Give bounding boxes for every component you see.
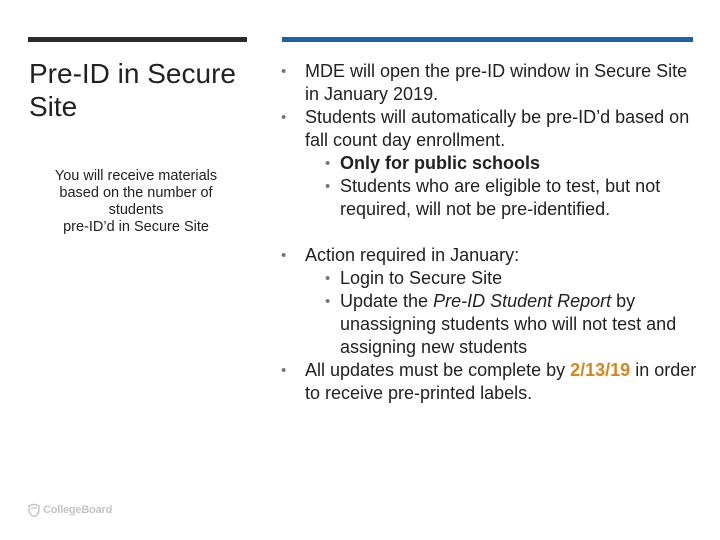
logo-text: CollegeBoard: [43, 504, 113, 516]
subtitle-line: students: [108, 202, 164, 218]
bullet-text: Students who are eligible to test, but not required, will not be pre-identified.: [340, 176, 661, 219]
bullet-text-pre: Update the: [340, 291, 434, 311]
bullet-text: Only for public schools: [340, 153, 541, 173]
bullet-item: [280, 359, 705, 405]
subtitle-line: based on the number of: [59, 185, 213, 201]
acorn-icon: [28, 503, 40, 517]
bullet-text: Students will automatically be pre-ID’d based on fall count day enrollment.: [305, 107, 690, 150]
right-divider-bar: [282, 37, 693, 42]
bullet-text-post: by unassigning students who will not test and assigning new students: [340, 291, 677, 357]
sub-bullet-item: [305, 175, 705, 221]
bullet-text: Login to Secure Site: [340, 268, 503, 288]
subtitle-line: pre-ID’d in Secure Site: [63, 219, 209, 235]
report-name: Pre-ID Student Report: [433, 291, 612, 311]
bullet-item: [280, 244, 705, 359]
slide-subtitle: [28, 168, 244, 236]
slide-title: Pre-ID in Secure Site: [29, 58, 236, 122]
bullet-text: Action required in January:: [305, 245, 520, 265]
sub-bullet-list: [305, 267, 705, 359]
bullet-item: [280, 106, 705, 221]
bullet-list-bottom: [280, 244, 705, 405]
bullet-list-top: [280, 60, 705, 221]
sub-bullet-item: [305, 267, 705, 290]
bullet-text-pre: All updates must be complete by: [305, 360, 571, 380]
left-divider-bar: [28, 37, 247, 42]
deadline-date: 2/13/19: [570, 360, 631, 380]
sub-bullet-item: [305, 152, 705, 175]
college-board-logo: [28, 502, 112, 518]
bullet-content: [280, 60, 705, 405]
sub-bullet-item: [305, 290, 705, 359]
bullet-item: [280, 60, 705, 106]
subtitle-line: You will receive materials: [54, 168, 218, 184]
bullet-text-post: in order to receive pre-printed labels.: [305, 360, 697, 403]
bullet-text: MDE will open the pre-ID window in Secure Site in January 2019.: [305, 61, 688, 104]
sub-bullet-list: [305, 152, 705, 221]
